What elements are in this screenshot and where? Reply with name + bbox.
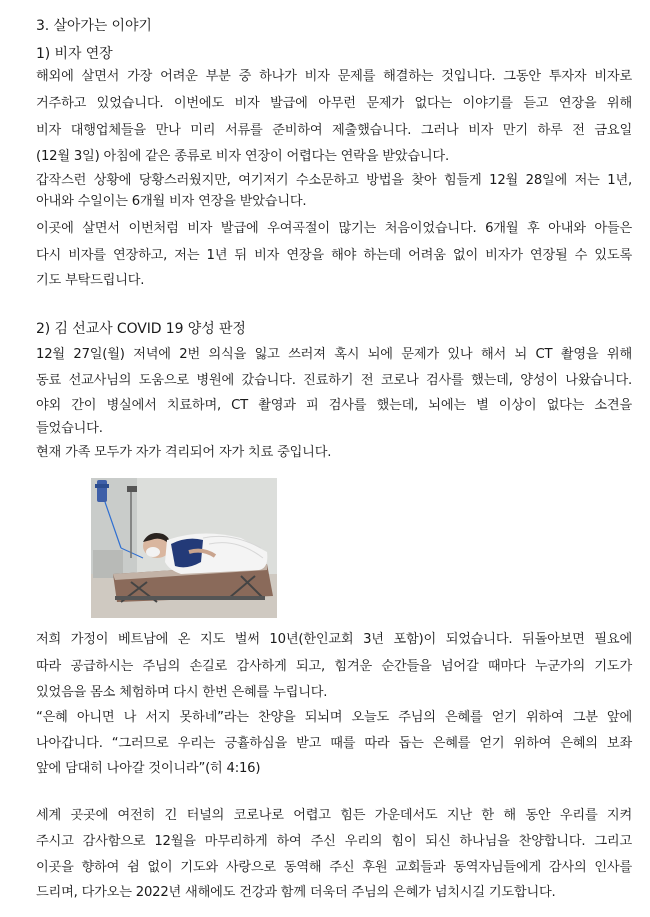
paragraph-line: 있었음을 몸소 체험하며 다시 한번 은혜를 누립니다. <box>36 685 328 700</box>
hospital-bed-photo <box>91 478 277 618</box>
paragraph-line: 세계 곳곳에 여전히 긴 터널의 코로나로 어렵고 힘든 가운데서도 지난 한 해 동안 우리를 지켜 <box>36 808 632 823</box>
paragraph-line: 드리며, 다가오는 2022년 새해에도 건강과 함께 더욱더 주님의 은혜가 넘치시길 기도합니다. <box>36 885 556 900</box>
paragraph-line: 야외 간이 병실에서 치료하며, CT 촬영과 피 검사를 했는데, 뇌에는 별 이상이 없다는 소견을 <box>36 398 632 413</box>
paragraph-line: 현재 가족 모두가 자가 격리되어 자가 치료 중입니다. <box>36 445 332 460</box>
visa-heading: 1) 비자 연장 <box>36 46 113 62</box>
paragraph-line: 이곳을 향하여 쉼 없이 기도와 사랑으로 동역해 주신 후원 교회들과 동역자님들에게 감사의 인사를 <box>36 860 632 875</box>
paragraph-line: 동료 선교사님의 도움으로 병원에 갔습니다. 진료하기 전 코로나 검사를 했는데, 양성이 나왔습니다. <box>36 373 632 388</box>
paragraph-line: 12월 27일(월) 저녁에 2번 의식을 잃고 쓰러져 혹시 뇌에 문제가 있나 해서 뇌 CT 촬영을 위해 <box>36 347 632 362</box>
hospital-bed-photo-illustration <box>91 478 277 618</box>
paragraph-line: 거주하고 있었습니다. 이번에도 비자 발급에 아무런 문제가 없다는 이야기를 듣고 연장을 위해 <box>36 96 632 111</box>
paragraph-line: 따라 공급하시는 주님의 손길로 감사하게 되고, 힘겨운 순간들을 넘어갈 때마다 누군가의 기도가 <box>36 659 632 674</box>
paragraph-line: 기도 부탁드립니다. <box>36 273 145 288</box>
paragraph-line: 갑작스런 상황에 당황스러웠지만, 여기저기 수소문하고 방법을 찾아 힘들게 12월 28일에 저는 1년, <box>36 173 632 188</box>
paragraph-line: 앞에 담대히 나아갈 것이니라”(히 4:16) <box>36 761 261 776</box>
paragraph-line: 저희 가정이 베트남에 온 지도 벌써 10년(한인교회 3년 포함)이 되었습니다. 뒤돌아보면 필요에 <box>36 632 632 647</box>
section-title: 3. 살아가는 이야기 <box>36 18 152 34</box>
paragraph-line: 들었습니다. <box>36 421 103 436</box>
paragraph-line: 이곳에 살면서 이번처럼 비자 발급에 우여곡절이 많기는 처음이었습니다. 6개월 후 아내와 아들은 <box>36 221 632 236</box>
paragraph-line: 해외에 살면서 가장 어려운 부분 중 하나가 비자 문제를 해결하는 것입니다. 그동안 투자자 비자로 <box>36 69 632 84</box>
paragraph-line: 주시고 감사함으로 12월을 마무리하게 하여 주신 우리의 힘이 되신 하나님을 찬양합니다. 그리고 <box>36 834 632 849</box>
paragraph-line: 나아갑니다. “그러므로 우리는 긍휼하심을 받고 때를 따라 돕는 은혜를 얻기 위하여 은혜의 보좌 <box>36 736 632 751</box>
paragraph-line: “은혜 아니면 나 서지 못하네”라는 찬양을 되뇌며 오늘도 주님의 은혜를 얻기 위하여 그분 앞에 <box>36 710 632 725</box>
paragraph-line: 아내와 수일이는 6개월 비자 연장을 받았습니다. <box>36 194 307 209</box>
paragraph-line: 다시 비자를 연장하고, 저는 1년 뒤 비자 연장을 해야 하는데 어려움 없이 비자가 연장될 수 있도록 <box>36 248 632 263</box>
paragraph-line: 비자 대행업체들을 만나 미리 서류를 준비하여 제출했습니다. 그러나 비자 만기 하루 전 금요일 <box>36 123 632 138</box>
covid-heading: 2) 김 선교사 COVID 19 양성 판정 <box>36 321 246 337</box>
paragraph-line: (12월 3일) 아침에 같은 종류로 비자 연장이 어렵다는 연락을 받았습니다. <box>36 149 449 164</box>
